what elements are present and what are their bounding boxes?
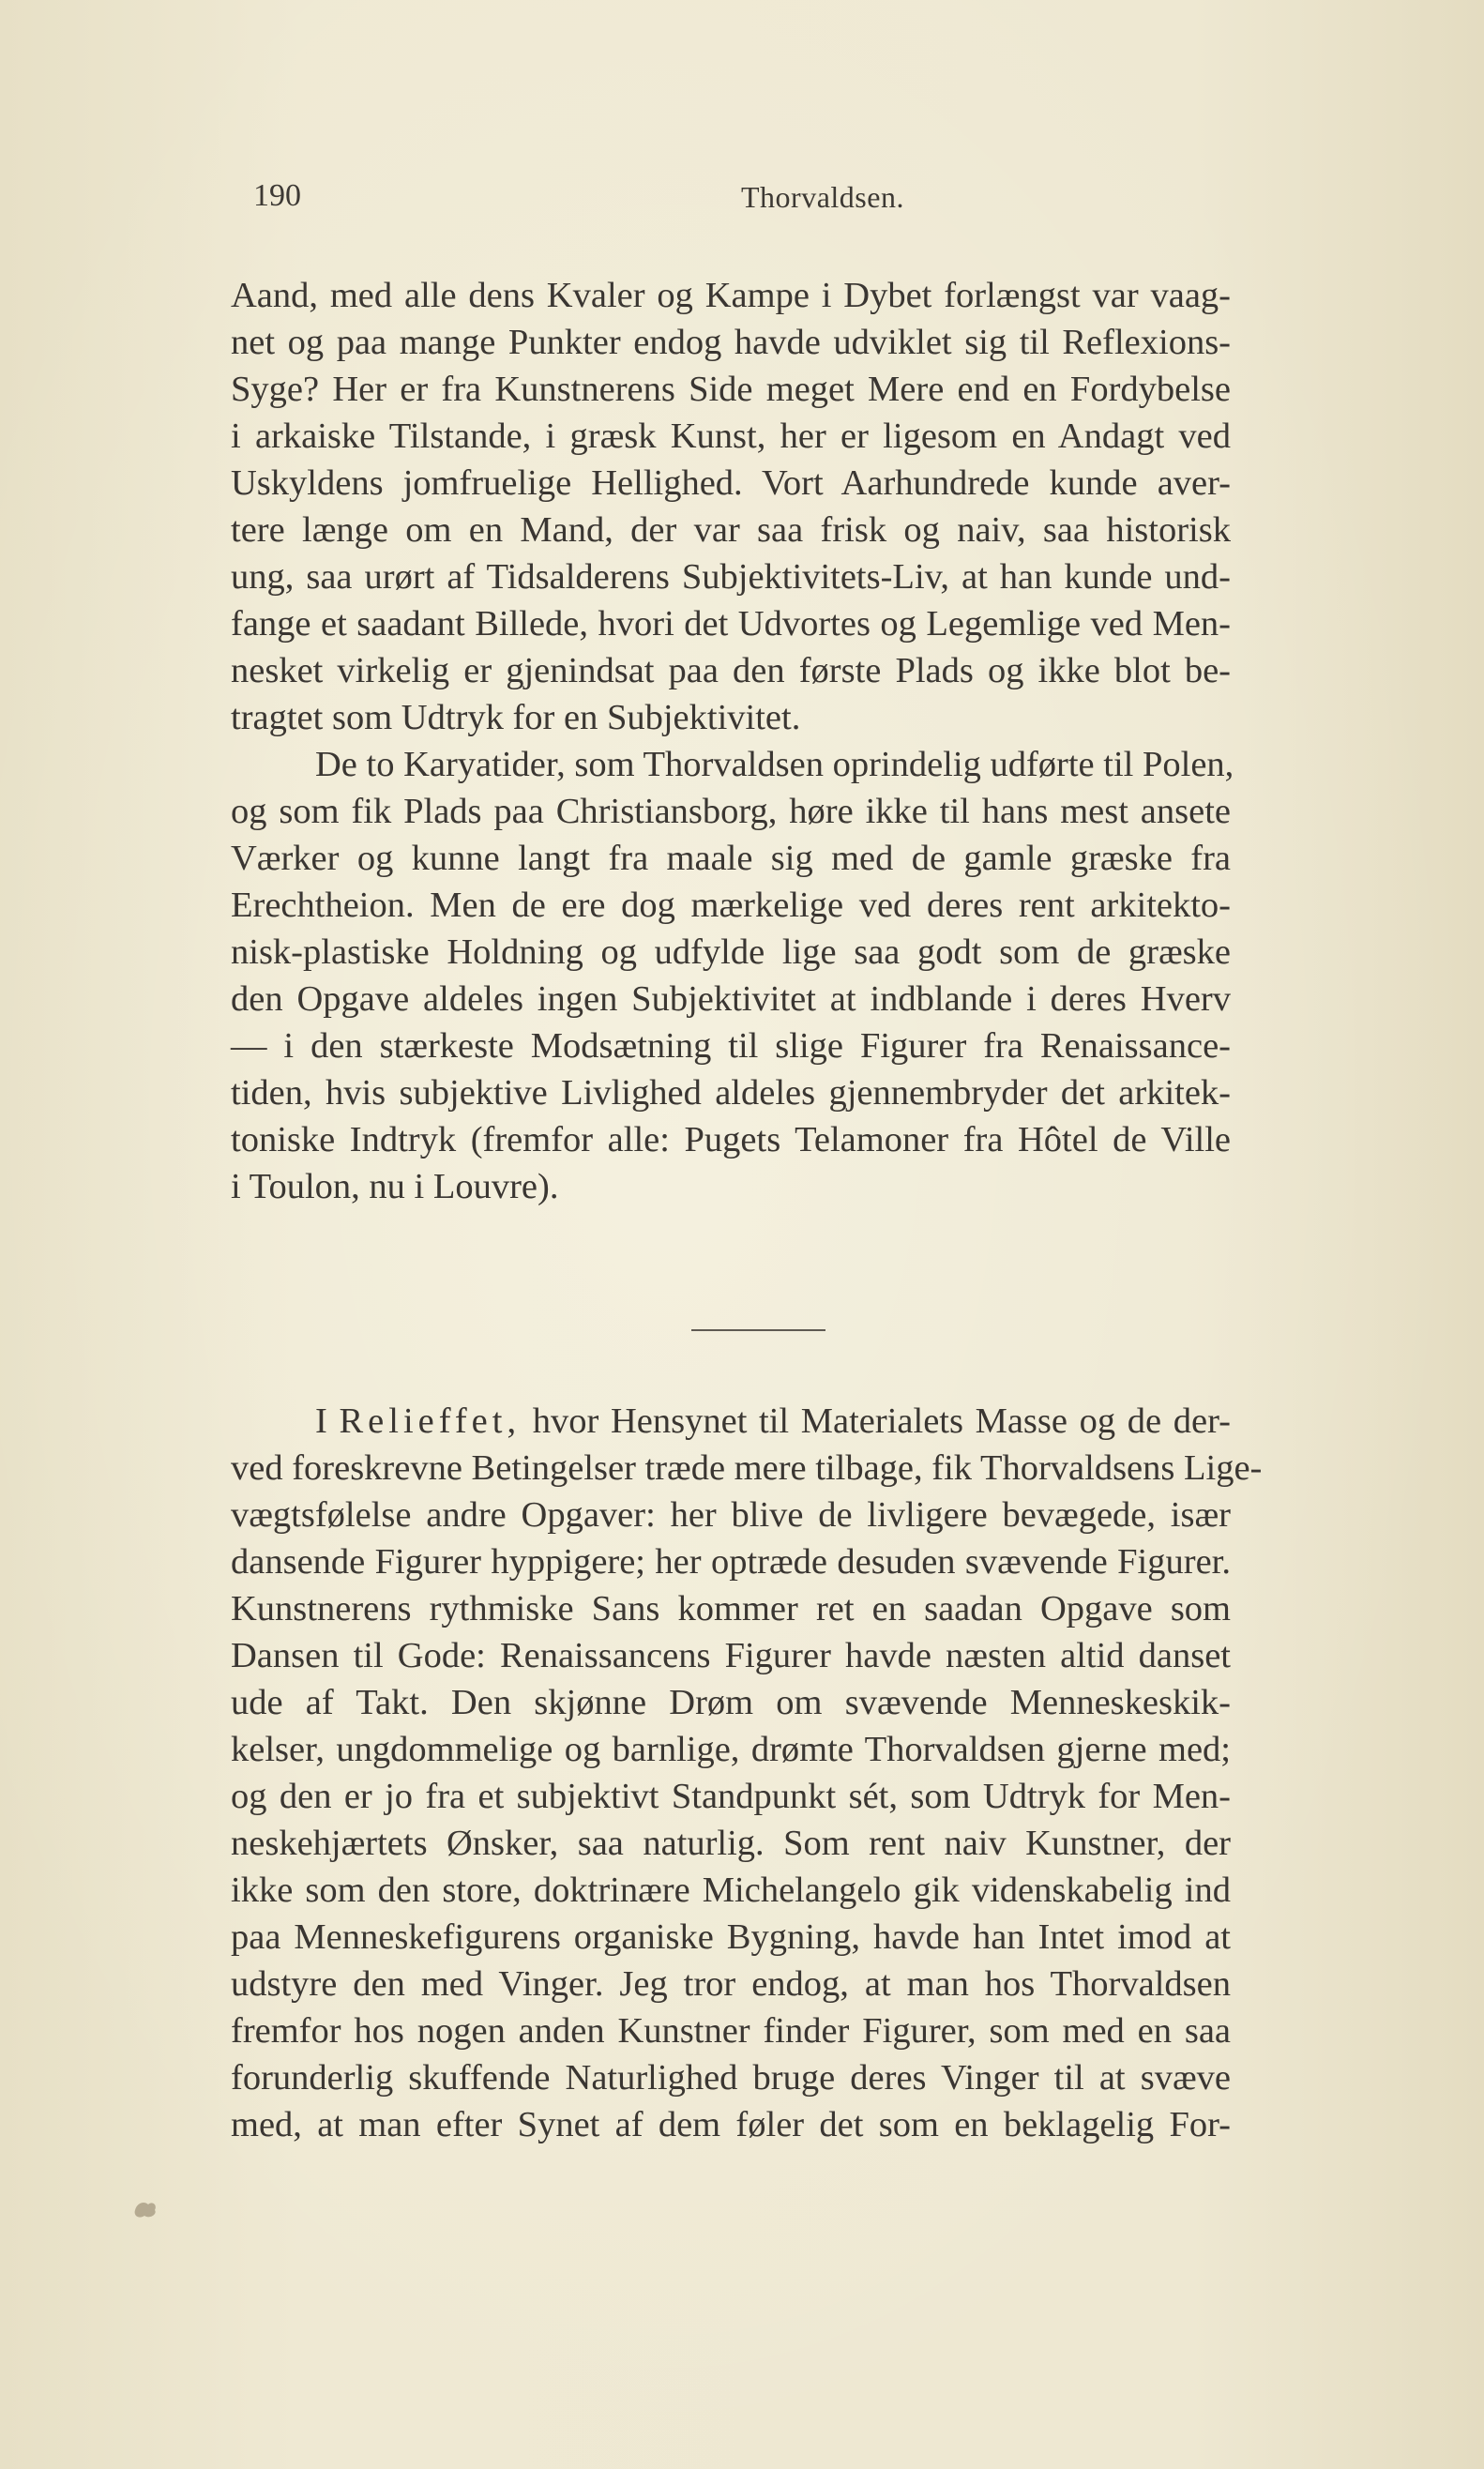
text-line: Syge? Her er fra Kunstnerens Side meget Mere end en Fordybelse <box>231 370 1231 409</box>
text-block-1 <box>231 272 1234 1210</box>
section-divider <box>691 1329 825 1331</box>
text-line: neskehjærtets Ønsker, saa naturlig. Som rent naiv Kunstner, der <box>231 1824 1231 1863</box>
text-line: De to Karyatider, som Thorvaldsen oprindelig udførte til Polen, <box>315 745 1234 784</box>
text-line: ung, saa urørt af Tidsalderens Subjektivitets-Liv, at han kunde und- <box>231 557 1231 597</box>
text-line: i Toulon, nu i Louvre). <box>231 1167 559 1206</box>
running-head <box>253 178 1248 225</box>
text-line: Aand, med alle dens Kvaler og Kampe i Dybet forlængst var vaag- <box>231 276 1231 315</box>
text-line: — i den stærkeste Modsætning til slige Figurer fra Renaissance- <box>231 1026 1231 1066</box>
text-line: udstyre den med Vinger. Jeg tror endog, at man hos Thorvaldsen <box>231 1964 1231 2004</box>
text-line: nesket virkelig er gjenindsat paa den første Plads og ikke blot be- <box>231 651 1231 690</box>
text-line: Kunstnerens rythmiske Sans kommer ret en saadan Opgave som <box>231 1589 1231 1628</box>
text-line: vægtsfølelse andre Opgaver: her blive de livligere bevægede, især <box>231 1495 1231 1535</box>
text-line: forunderlig skuffende Naturlighed bruge deres Vinger til at svæve <box>231 2058 1231 2098</box>
text-line: kelser, ungdommelige og barnlige, drømte Thorvaldsen gjerne med; <box>231 1730 1231 1769</box>
text-line-section-start <box>231 1398 1231 1445</box>
text-line: ude af Takt. Den skjønne Drøm om svævende Menneskeskik- <box>231 1683 1231 1722</box>
text-line: toniske Indtryk (fremfor alle: Pugets Telamoner fra Hôtel de Ville <box>231 1120 1231 1159</box>
text-line: Dansen til Gode: Renaissancens Figurer havde næsten altid danset <box>231 1636 1231 1675</box>
text-line: dansende Figurer hyppigere; her optræde desuden svævende Figurer. <box>231 1542 1231 1582</box>
text-line: i arkaiske Tilstande, i græsk Kunst, her er ligesom en Andagt ved <box>231 417 1231 456</box>
text-line: Erechtheion. Men de ere dog mærkelige ved deres rent arkitekto- <box>231 886 1231 925</box>
text-line: med, at man efter Synet af dem føler det som en beklagelig For- <box>231 2105 1231 2144</box>
spaced-lead-word: Relieffet, <box>339 1401 522 1441</box>
first-line-rest: hvor Hensynet til Materialets Masse og de der- <box>532 1401 1231 1441</box>
text-line: fremfor hos nogen anden Kunstner finder Figurer, som med en saa <box>231 2011 1231 2051</box>
text-line: og den er jo fra et subjektivt Standpunkt sét, som Udtryk for Men- <box>231 1777 1231 1816</box>
text-line: fange et saadant Billede, hvori det Udvortes og Legemlige ved Men- <box>231 604 1231 644</box>
text-line: ikke som den store, doktrinære Michelangelo gik videnskabelig ind <box>231 1871 1231 1910</box>
text-block-2 <box>231 1398 1263 2148</box>
text-line: net og paa mange Punkter endog havde udviklet sig til Reflexions- <box>231 323 1231 362</box>
section-initial: I <box>315 1401 327 1441</box>
text-line: ved foreskrevne Betingelser træde mere tilbage, fik Thorvaldsens Lige- <box>231 1448 1263 1488</box>
text-line: tiden, hvis subjektive Livlighed aldeles gjennembryder det arkitek- <box>231 1073 1231 1113</box>
running-title: Thorvaldsen. <box>741 180 904 214</box>
text-line: og som fik Plads paa Christiansborg, høre ikke til hans mest ansete <box>231 792 1231 831</box>
text-line: tere længe om en Mand, der var saa frisk og naiv, saa historisk <box>231 510 1231 550</box>
text-line: nisk-plastiske Holdning og udfylde lige saa godt som de græske <box>231 932 1231 972</box>
text-line: paa Menneskefigurens organiske Bygning, havde han Intet imod at <box>231 1917 1231 1957</box>
page-number: 190 <box>253 178 301 213</box>
text-line: den Opgave aldeles ingen Subjektivitet at indblande i deres Hverv <box>231 979 1231 1019</box>
ink-blot-icon <box>131 2197 159 2221</box>
text-line: tragtet som Udtryk for en Subjektivitet. <box>231 698 801 737</box>
text-line: Uskyldens jomfruelige Hellighed. Vort Aarhundrede kunde aver- <box>231 463 1231 503</box>
text-line: Værker og kunne langt fra maale sig med de gamle græske fra <box>231 839 1231 878</box>
